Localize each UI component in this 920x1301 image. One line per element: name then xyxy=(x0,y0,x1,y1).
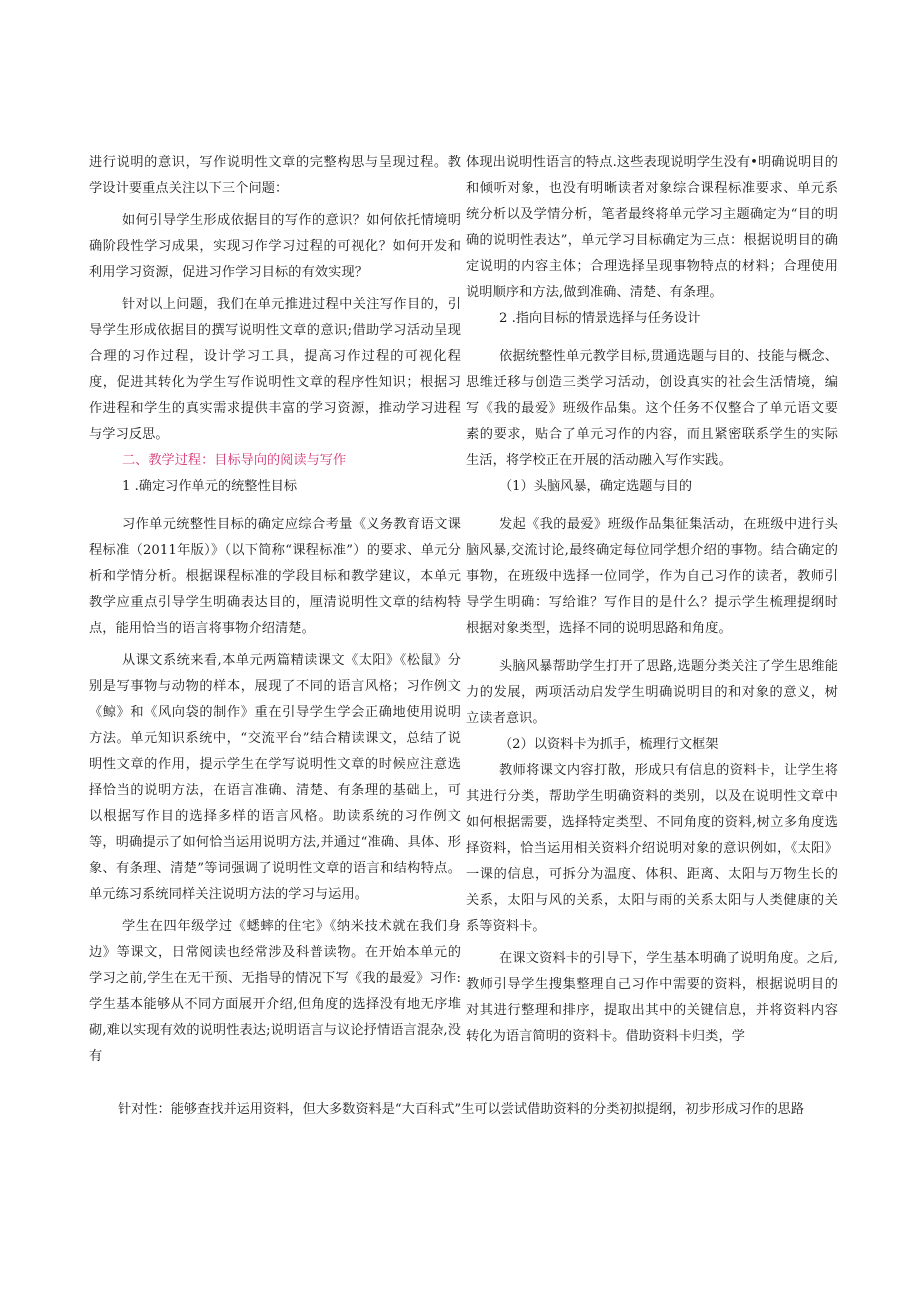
step-heading: （2）以资料卡为抓手，梳理行文框架 xyxy=(499,737,719,752)
left-column xyxy=(89,150,461,1070)
paragraph: 教师将课文内容打散，形成只有信息的资料卡，让学生将其进行分类，帮助学生明确资料的类别，以及在说明性文章中如何根据需要，选择特定类型、不同角度的资料,树立多角度选择资料，恰当运用相关资料介绍说明对象的意识例如，《太阳》一课的信息，可拆分为温度、体积、距离、太阳与万物生长的关系，太阳与风的关系，太阳与雨的关系太阳与人类健康的关系等资料卡。 xyxy=(466,763,838,934)
paragraph: 体现出说明性语言的特点.这些表现说明学生没有•明确说明目的和倾听对象，也没有明晰读者对象综合课程标准要求、单元系统分析以及学情分析，笔者最终将单元学习主题确定为“目的明确的说明性表达”，单元学习目标确定为三点：根据说明目的确定说明的内容主体；合理选择呈现事物特点的材料；合理使用说明顺序和方法,做到准确、清楚、有条理。 xyxy=(466,155,838,300)
paragraph: 头脑风暴帮助学生打开了思路,选题分类关注了学生思维能力的发展，两项活动启发学生明确说明目的和对象的意义，树立读者意识。 xyxy=(466,659,838,726)
step-heading: （1）头脑风暴，确定选题与目的 xyxy=(499,479,693,494)
paragraph: 如何引导学生形成依据目的写作的意识？如何依托情境明确阶段性学习成果，实现习作学习过程的可视化？如何开发和利用学习资源，促进习作学习目标的有效实现？ xyxy=(89,213,461,280)
paragraph: 进行说明的意识，写作说明性文章的完整构思与呈现过程。教学设计要重点关注以下三个问题： xyxy=(89,155,461,196)
paragraph: 在课文资料卡的引导下，学生基本明确了说明角度。之后,教师引导学生搜集整理自己习作中需要的资料，根据说明目的对其进行整理和排序，提取出其中的关键信息，并将资料内容转化为语言简明的资料卡。借助资料卡归类，学 xyxy=(466,951,838,1044)
sub-heading: 1 .确定习作单元的统整性目标 xyxy=(122,479,298,494)
paragraph: 发起《我的最爱》班级作品集征集活动，在班级中进行头脑风暴,交流讨论,最终确定每位同学想介绍的事物。结合确定的事物，在班级中选择一位同学，作为自己习作的读者，教师引导学生明确：写给谁？写作目的是什么？提示学生梳理提纲时根据对象类型，选择不同的说明思路和角度。 xyxy=(466,517,838,636)
sub-heading: 2 .指向目标的情景选择与任务设计 xyxy=(499,311,701,326)
paragraph: 从课文系统来看,本单元两篇精读课文《太阳》《松鼠》分别是写事物与动物的样本，展现了不同的语言风格；习作例文《鲸》和《风向袋的制作》重在引导学生学会正确地使用说明方法。单元知识系统中，“交流平台”结合精读课文，总结了说明性文章的作用，提示学生在学写说明性文章的时候应注意选择恰当的说明方法，在语言准确、清楚、有条理的基础上，可以根据写作目的选择多样的语言风格。助读系统的习作例文等，明确提示了如何恰当运用说明方法,并通过“准确、具体、形象、有条理、清楚”等词强调了说明性文章的语言和结构特点。单元练习系统同样关注说明方法的学习与运用。 xyxy=(89,653,461,902)
paragraph: 依据统整性单元教学目标,贯通选题与目的、技能与概念、思维迁移与创造三类学习活动，创设真实的社会生活情境，编写《我的最爱》班级作品集。这个任务不仅整合了单元语文要素的要求，贴合了单元习作的内容，而且紧密联系学生的实际生活，将学校正在开展的活动融入写作实践。 xyxy=(466,349,838,468)
section-heading: 二、教学过程：目标导向的阅读与写作 xyxy=(122,453,347,468)
paragraph: 针对以上问题，我们在单元推进过程中关注写作目的，引导学生形成依据目的撰写说明性文章的意识;借助学习活动呈现合理的习作过程，设计学习工具，提高习作过程的可视化程度，促进其转化为学生写作说明性文章的程序性知识；根据习作进程和学生的真实需求提供丰富的学习资源，推动学习进程与学习反思。 xyxy=(89,297,461,442)
paragraph: 学生在四年级学过《蟋蟀的住宅》《纳米技术就在我们身边》等课文，日常阅读也经常涉及科普读物。在开始本单元的学习之前,学生在无干预、无指导的情况下写《我的最爱》习作:学生基本能够从不同方面展开介绍,但角度的选择没有地无序堆砌,难以实现有效的说明性表达;说明语言与议论抒情语言混杂,没有 xyxy=(89,919,461,1064)
right-column xyxy=(466,150,838,1050)
paragraph: 习作单元统整性目标的确定应综合考量《义务教育语文课程标准（2011年版）》（以下简称“课程标准”）的要求、单元分析和学情分析。根据课程标准的学段目标和教学建议，本单元教学应重点引导学生明确表达目的，厘清说明性文章的结构特点，能用恰当的语言将事物介绍清楚。 xyxy=(89,517,461,636)
footer-line: 针对性：能够查找并运用资料，但大多数资料是“大百科式”生可以尝试借助资料的分类初拟提纲，初步形成习作的思路 xyxy=(118,1102,805,1117)
